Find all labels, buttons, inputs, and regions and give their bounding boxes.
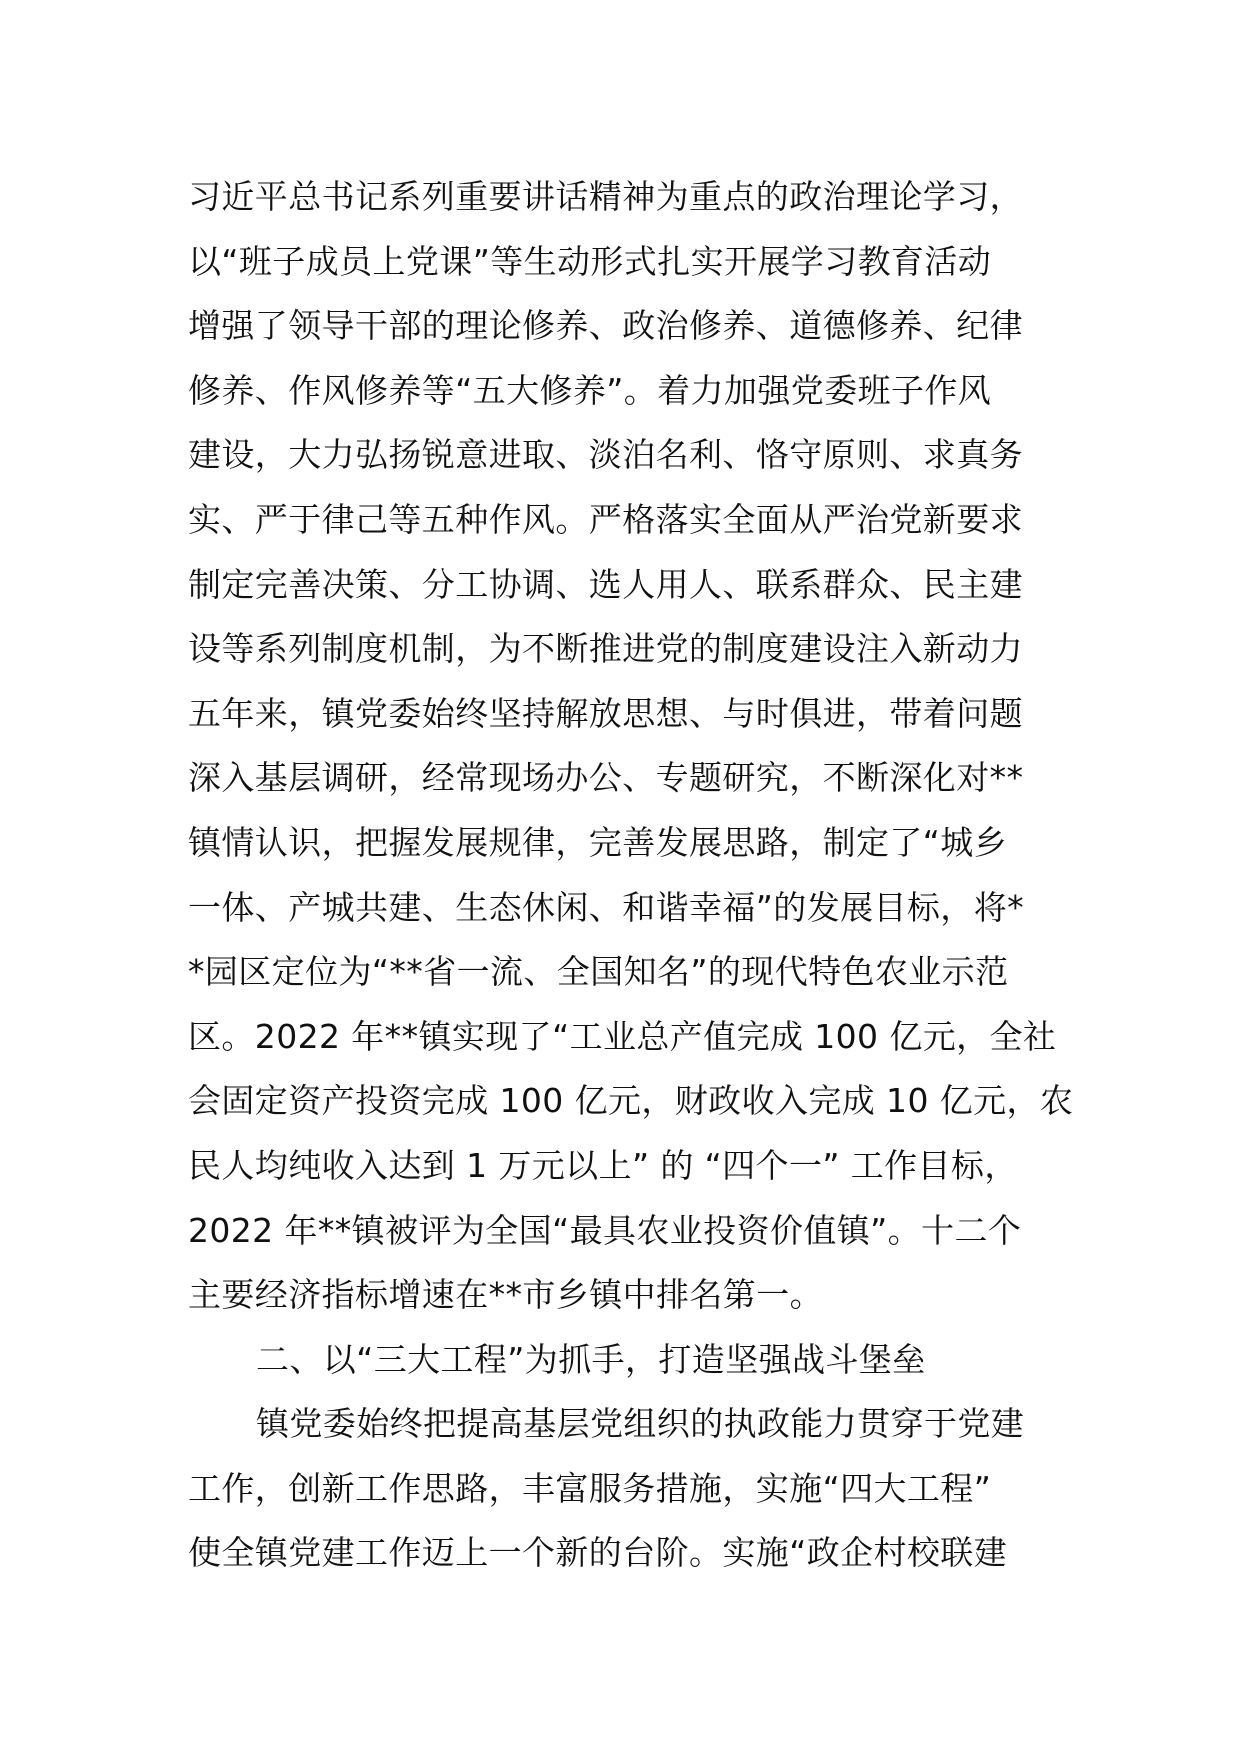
body-text [188, 165, 1088, 1586]
text-line: 设等系列制度机制，为不断推进党的制度建设注入新动力 [188, 629, 1023, 669]
text-line: 建设，大力弘扬锐意进取、淡泊名利、恪守原则、求真务 [188, 435, 1023, 475]
section-heading: 二、以“三大工程”为抓手，打造坚强战斗堡垒 [256, 1339, 926, 1379]
text-line: 工作，创新工作思路，丰富服务措施，实施“四大工程” [188, 1468, 992, 1508]
text-line: 制定完善决策、分工协调、选人用人、联系群众、民主建 [188, 564, 1023, 604]
text-line: 区。2022 年**镇实现了“工业总产值完成 100 亿元，全社 [188, 1016, 1057, 1056]
text-line: 民人均纯收入达到 1 万元以上” 的 “四个一” 工作目标， [188, 1145, 1018, 1185]
text-line: 2022 年**镇被评为全国“最具农业投资价值镇”。十二个 [188, 1210, 1022, 1250]
text-line: 增强了领导干部的理论修养、政治修养、道德修养、纪律 [188, 306, 1023, 346]
text-line: 五年来，镇党委始终坚持解放思想、与时俱进，带着问题 [188, 693, 1023, 733]
text-line: 以“班子成员上党课”等生动形式扎实开展学习教育活动 [188, 241, 992, 281]
text-line: 修养、作风修养等“五大修养”。着力加强党委班子作风 [188, 370, 992, 410]
text-line: 实、严于律己等五种作风。严格落实全面从严治党新要求 [188, 499, 1023, 539]
text-line: 会固定资产投资完成 100 亿元，财政收入完成 10 亿元，农 [188, 1081, 1074, 1121]
text-line: 习近平总书记系列重要讲话精神为重点的政治理论学习， [188, 177, 1023, 216]
paragraph-first-line: 镇党委始终把提高基层党组织的执政能力贯穿于党建 [256, 1404, 1025, 1444]
text-line: 一体、产城共建、生态休闲、和谐幸福”的发展目标，将* [188, 887, 1024, 927]
text-line: 主要经济指标增速在**市乡镇中排名第一。 [188, 1275, 823, 1315]
text-line: 使全镇党建工作迈上一个新的台阶。实施“政企村校联建 [188, 1533, 1008, 1573]
text-line: 镇情认识，把握发展规律，完善发展思路，制定了“城乡 [188, 822, 1008, 862]
text-line: *园区定位为“**省一流、全国知名”的现代特色农业示范 [188, 952, 1009, 992]
text-line: 深入基层调研，经常现场办公、专题研究，不断深化对** [188, 758, 1024, 798]
